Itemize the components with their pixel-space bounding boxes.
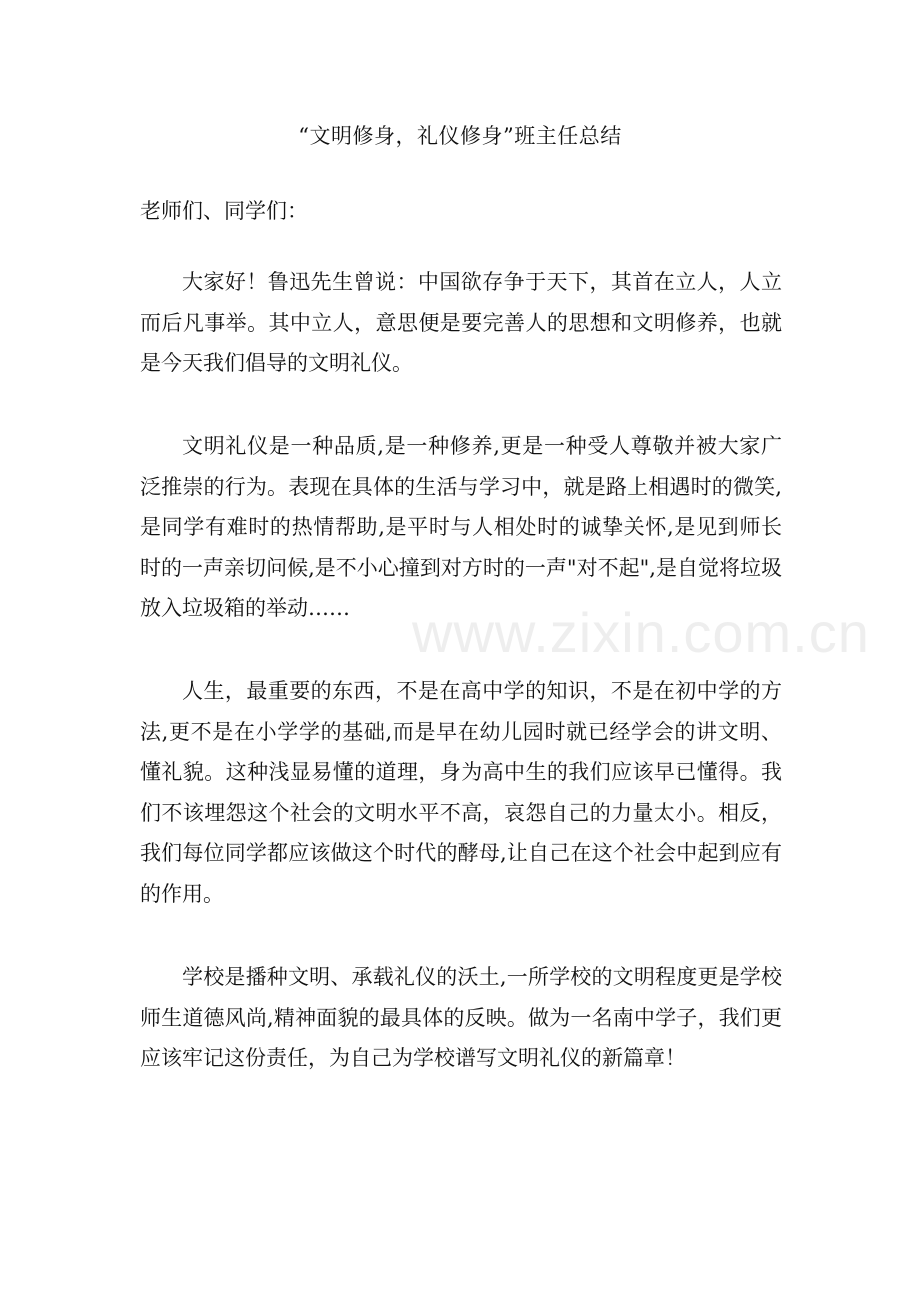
watermark: www.zixin.com.cn — [412, 601, 870, 664]
paragraph-4: 学校是播种文明、承载礼仪的沃土,一所学校的文明程度更是学校师生道德风尚,精神面貌的最具体的反映。做为一名南中学子，我们更应该牢记这份责任，为自己为学校谱写文明礼仪的新篇章！ — [140, 965, 782, 1070]
document-title: “文明修身，礼仪修身”班主任总结 — [298, 124, 622, 148]
paragraph-1: 大家好！鲁迅先生曾说：中国欲存争于天下，其首在立人，人立而后凡事举。其中立人，意思便是要完善人的思想和文明修养，也就是今天我们倡导的文明礼仪。 — [140, 270, 782, 375]
paragraph-2: 文明礼仪是一种品质,是一种修养,更是一种受人尊敬并被大家广泛推崇的行为。表现在具体的生活与学习中，就是路上相遇时的微笑,是同学有难时的热情帮助,是平时与人相处时的诚挚关怀,是见到师长时的一声亲切问候,是不小心撞到对方时的一声"对不起",是自觉将垃圾放入垃圾箱的举动…… — [140, 434, 782, 620]
salutation: 老师们、同学们： — [140, 199, 308, 223]
paragraph-3: 人生，最重要的东西，不是在高中学的知识，不是在初中学的方法,更不是在小学学的基础,而是早在幼儿园时就已经学会的讲文明、懂礼貌。这种浅显易懂的道理，身为高中生的我们应该早已懂得。我们不该埋怨这个社会的文明水平不高，哀怨自己的力量太小。相反，我们每位同学都应该做这个时代的酵母,让自己在这个社会中起到应有的作用。 — [140, 679, 782, 906]
